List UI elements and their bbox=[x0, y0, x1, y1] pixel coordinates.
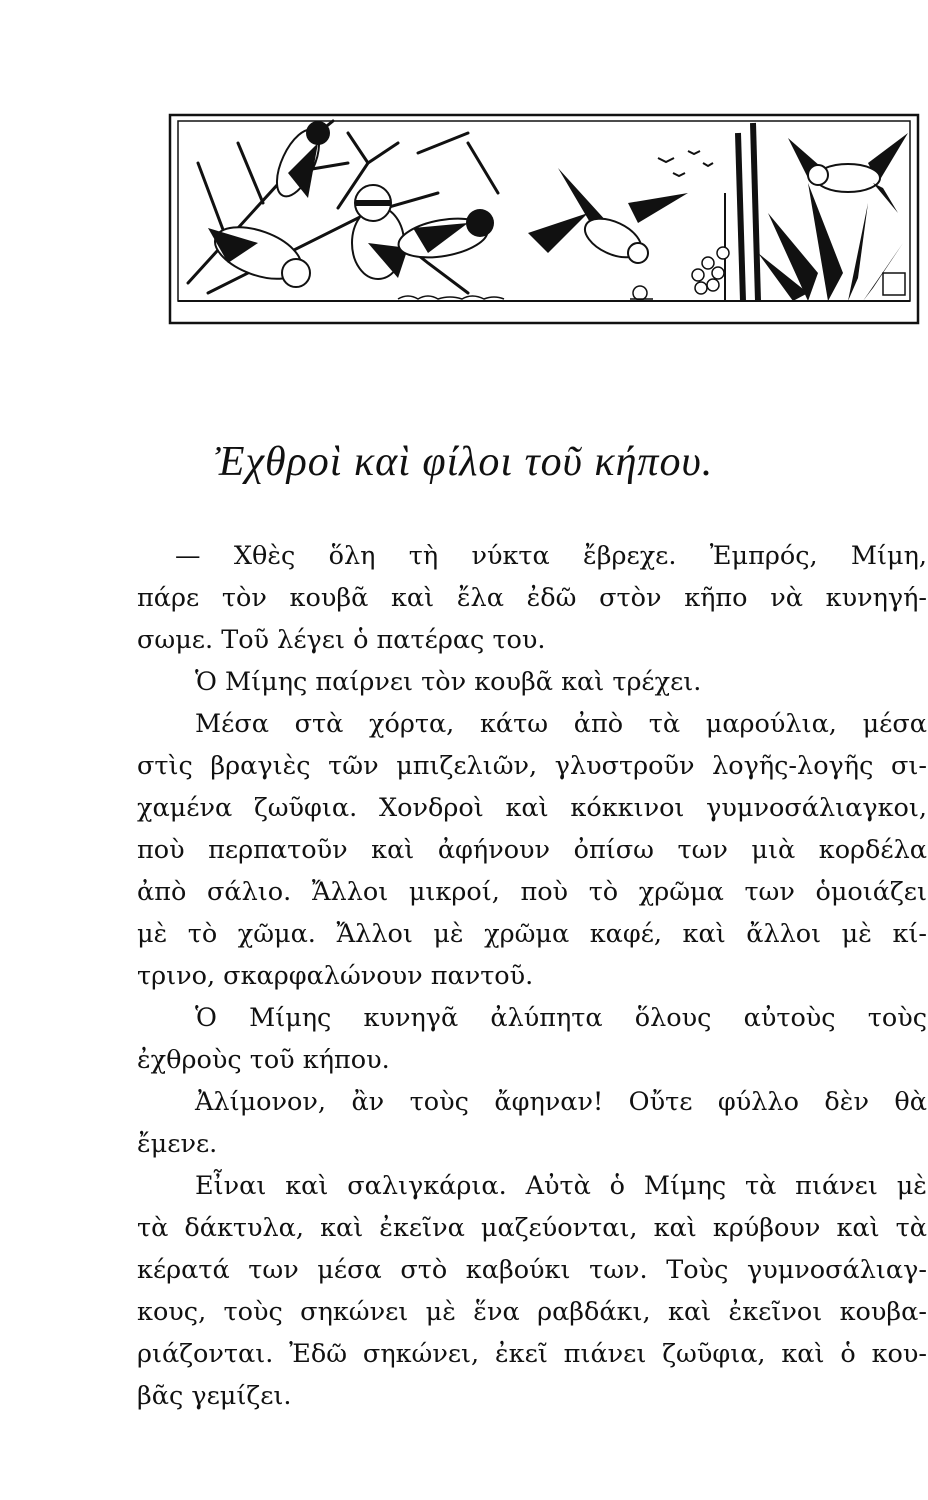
text-line: ποὺ περπατοῦν καὶ ἀφήνουν ὀπίσω των μιὰ κορδέλα bbox=[137, 835, 927, 865]
text-line: ριάζονται. Ἐδῶ σηκώνει, ἐκεῖ πιάνει ζωῦφια, καὶ ὁ κου- bbox=[137, 1339, 927, 1369]
text-line: ἔμενε. bbox=[137, 1129, 218, 1159]
text-line: Μέσα στὰ χόρτα, κάτω ἀπὸ τὰ μαρούλια, μέσα bbox=[195, 709, 927, 739]
text-line: ἐχθροὺς τοῦ κήπου. bbox=[137, 1045, 390, 1075]
text-line: Εἶναι καὶ σαλιγκάρια. Αὐτὰ ὁ Μίμης τὰ πιάνει μὲ bbox=[195, 1171, 927, 1201]
text-line: κέρατά των μέσα στὸ καβούκι των. Τοὺς γυμνοσάλιαγ- bbox=[137, 1255, 927, 1285]
body-text bbox=[137, 535, 927, 1417]
text-line: πάρε τὸν κουβᾶ καὶ ἔλα ἐδῶ στὸν κῆπο νὰ κυνηγή- bbox=[137, 583, 927, 613]
page-title: Ἐχθροὶ καὶ φίλοι τοῦ κήπου. bbox=[214, 439, 714, 485]
text-line: σωμε. Τοῦ λέγει ὁ πατέρας του. bbox=[137, 625, 546, 655]
text-line: μὲ τὸ χῶμα. Ἄλλοι μὲ χρῶμα καφέ, καὶ ἄλλοι μὲ κί- bbox=[137, 919, 927, 949]
text-line: — Χθὲς ὅλη τὴ νύκτα ἔβρεχε. Ἐμπρός, Μίμη, bbox=[175, 541, 927, 571]
text-line: Ὁ Μίμης παίρνει τὸν κουβᾶ καὶ τρέχει. bbox=[195, 667, 702, 697]
text-line: χαμένα ζωῦφια. Χονδροὶ καὶ κόκκινοι γυμνοσάλιαγκοι, bbox=[137, 793, 927, 823]
text-line: τὰ δάκτυλα, καὶ ἐκεῖνα μαζεύονται, καὶ κρύβουν καὶ τὰ bbox=[137, 1213, 927, 1243]
snail-icon bbox=[630, 286, 653, 300]
text-line: κους, τοὺς σηκώνει μὲ ἕνα ραβδάκι, καὶ ἐκεῖνοι κουβα- bbox=[137, 1297, 927, 1327]
text-line: βᾶς γεμίζει. bbox=[137, 1381, 292, 1411]
text-line: Ἀλίμονον, ἂν τοὺς ἄφηναν! Οὔτε φύλλο δὲν θὰ bbox=[195, 1087, 927, 1117]
birds-garden-illustration-icon bbox=[168, 103, 920, 328]
text-line: τρινο, σκαρφαλώνουν παντοῦ. bbox=[137, 961, 534, 991]
bird-icon bbox=[268, 121, 330, 202]
banner-illustration bbox=[168, 103, 920, 328]
text-line: Ὁ Μίμης κυνηγᾶ ἀλύπητα ὅλους αὐτοὺς τοὺς bbox=[195, 1003, 927, 1033]
text-line: στὶς βραγιὲς τῶν μπιζελιῶν, γλυστροῦν λογῆς-λογῆς σι- bbox=[137, 751, 927, 781]
text-line: ἀπὸ σάλιο. Ἄλλοι μικροί, ποὺ τὸ χρῶμα των ὁμοιάζει bbox=[137, 877, 927, 907]
